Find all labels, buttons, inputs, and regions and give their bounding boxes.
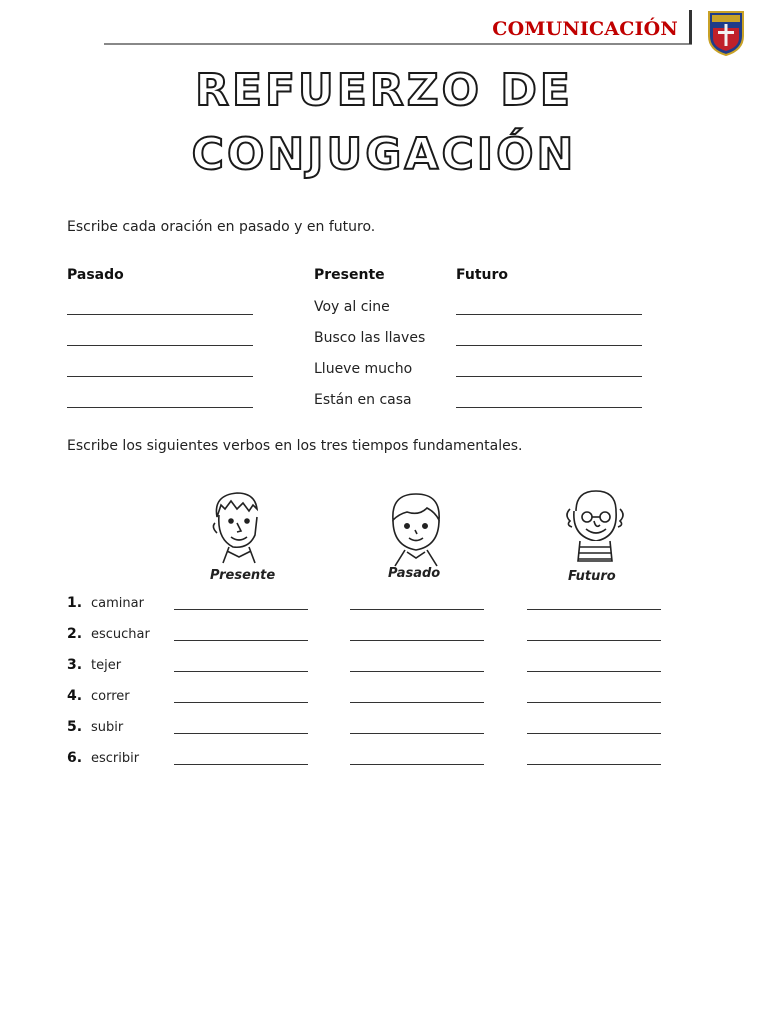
present-answer-line[interactable] xyxy=(174,702,308,703)
future-answer-line[interactable] xyxy=(527,764,661,765)
column-header-past: Pasado xyxy=(67,267,124,283)
section2-instruction: Escribe los siguientes verbos en los tres tiempos fundamentales. xyxy=(67,438,523,454)
subject-title: COMUNICACIÓN xyxy=(492,18,678,40)
past-answer-line[interactable] xyxy=(67,314,253,315)
header-divider xyxy=(104,43,692,45)
section1-instruction: Escribe cada oración en pasado y en futuro. xyxy=(67,219,376,235)
verb-label: caminar xyxy=(91,596,144,611)
verb-number: 3. xyxy=(67,657,83,673)
future-answer-line[interactable] xyxy=(456,376,642,377)
verb-label: escuchar xyxy=(91,627,150,642)
past-answer-line[interactable] xyxy=(350,733,484,734)
future-answer-line[interactable] xyxy=(527,609,661,610)
present-answer-line[interactable] xyxy=(174,609,308,610)
present-answer-line[interactable] xyxy=(174,671,308,672)
verb-label: correr xyxy=(91,689,130,704)
image-label-future: Futuro xyxy=(568,569,616,584)
verb-label: escribir xyxy=(91,751,140,766)
past-answer-line[interactable] xyxy=(350,702,484,703)
column-header-future: Futuro xyxy=(456,267,509,283)
grandfather-face-icon xyxy=(560,485,630,565)
present-sentence: Están en casa xyxy=(314,392,412,408)
column-header-present: Presente xyxy=(314,267,385,283)
boy-face-icon xyxy=(203,487,273,567)
present-answer-line[interactable] xyxy=(174,733,308,734)
image-label-past: Pasado xyxy=(388,566,441,581)
future-answer-line[interactable] xyxy=(456,407,642,408)
past-answer-line[interactable] xyxy=(350,609,484,610)
present-sentence: Voy al cine xyxy=(314,299,390,315)
future-answer-line[interactable] xyxy=(456,345,642,346)
verb-number: 1. xyxy=(67,595,83,611)
past-answer-line[interactable] xyxy=(67,376,253,377)
verb-number: 6. xyxy=(67,750,83,766)
present-answer-line[interactable] xyxy=(174,640,308,641)
school-crest-icon xyxy=(707,10,745,56)
present-answer-line[interactable] xyxy=(174,764,308,765)
past-answer-line[interactable] xyxy=(67,345,253,346)
image-label-present: Presente xyxy=(210,568,276,583)
past-answer-line[interactable] xyxy=(67,407,253,408)
verb-label: subir xyxy=(91,720,124,735)
verb-number: 5. xyxy=(67,719,83,735)
future-answer-line[interactable] xyxy=(527,702,661,703)
present-sentence: Llueve mucho xyxy=(314,361,413,377)
future-answer-line[interactable] xyxy=(527,671,661,672)
worksheet-title-line-2: CONJUGACIÓN xyxy=(191,129,577,180)
worksheet-title-line-1: REFUERZO DE xyxy=(195,65,573,116)
past-answer-line[interactable] xyxy=(350,640,484,641)
future-answer-line[interactable] xyxy=(527,640,661,641)
future-answer-line[interactable] xyxy=(527,733,661,734)
verb-number: 4. xyxy=(67,688,83,704)
future-answer-line[interactable] xyxy=(456,314,642,315)
boy-face-icon xyxy=(381,490,451,570)
header-vertical-bar xyxy=(689,10,692,44)
verb-label: tejer xyxy=(91,658,122,673)
past-answer-line[interactable] xyxy=(350,764,484,765)
verb-number: 2. xyxy=(67,626,83,642)
past-answer-line[interactable] xyxy=(350,671,484,672)
present-sentence: Busco las llaves xyxy=(314,330,426,346)
